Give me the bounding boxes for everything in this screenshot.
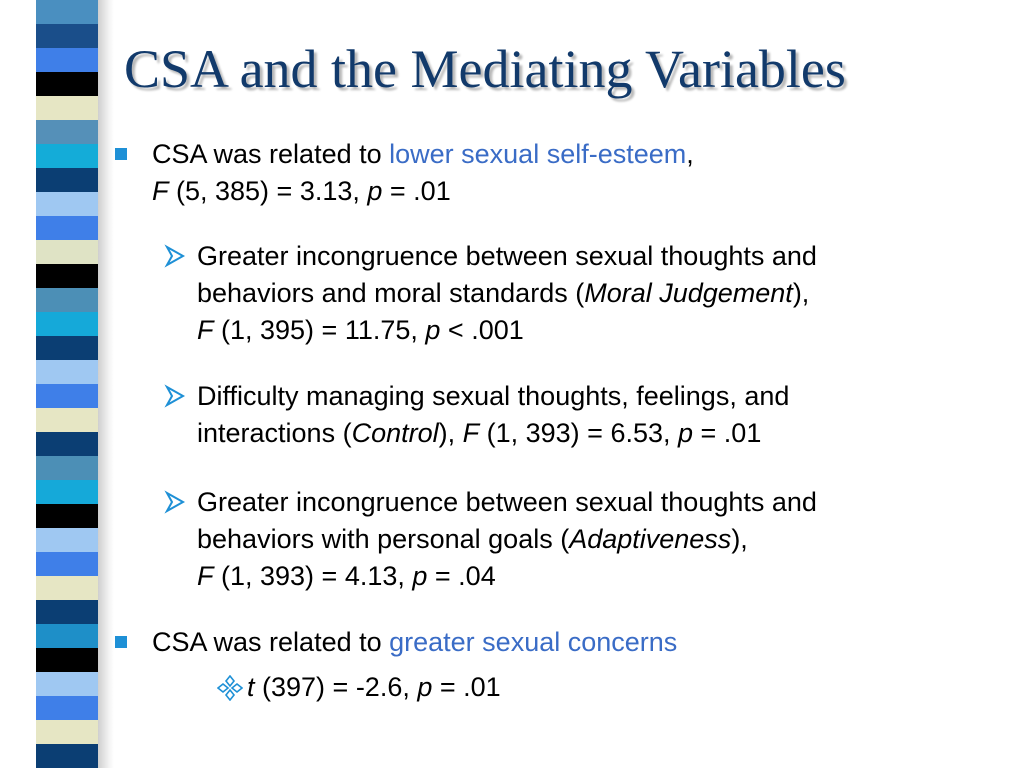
stripe-block — [36, 192, 98, 216]
stripe-block — [36, 72, 98, 96]
stripe-shadow — [98, 0, 114, 768]
arrow-bullet-icon — [163, 244, 187, 268]
stripe-block — [36, 360, 98, 384]
stripe-block — [36, 264, 98, 288]
stripe-block — [36, 168, 98, 192]
arrow-bullet-icon — [163, 490, 187, 514]
square-bullet-icon — [115, 148, 127, 160]
stripe-block — [36, 528, 98, 552]
stripe-block — [36, 336, 98, 360]
stripe-block — [36, 648, 98, 672]
stripe-block — [36, 288, 98, 312]
stripe-block — [36, 24, 98, 48]
stripe-block — [36, 384, 98, 408]
bullet-text: CSA was related to lower sexual self-esteem, F (5, 385) = 3.13, p = .01 — [152, 139, 694, 206]
stripe-block — [36, 240, 98, 264]
bullet-text: Greater incongruence between sexual thoughts and behaviors with personal goals (Adaptiveness), F (1, 393) = 4.13, p = .04 — [197, 487, 817, 591]
stripe-block — [36, 216, 98, 240]
bullet-text: CSA was related to greater sexual concerns — [152, 627, 678, 657]
square-bullet-icon — [115, 636, 127, 648]
stripe-block — [36, 720, 98, 744]
stripe-block — [36, 696, 98, 720]
stripe-block — [36, 48, 98, 72]
bullet-text: Difficulty managing sexual thoughts, feelings, and interactions (Control), F (1, 393) = 6.53, p = .01 — [197, 381, 790, 448]
stripe-block — [36, 672, 98, 696]
stripe-block — [36, 144, 98, 168]
highlight-greater-sexual-concerns: greater sexual concerns — [389, 627, 678, 657]
stripe-block — [36, 456, 98, 480]
stripe-block — [36, 576, 98, 600]
bullet-text: t (397) = -2.6, p = .01 — [247, 672, 501, 702]
stripe-block — [36, 408, 98, 432]
stripe-block — [36, 624, 98, 648]
stripe-block — [36, 0, 98, 24]
stripe-block — [36, 120, 98, 144]
stripe-block — [36, 312, 98, 336]
decorative-stripe-bar — [36, 0, 98, 768]
stripe-block — [36, 504, 98, 528]
four-diamond-bullet-icon — [217, 675, 243, 701]
stripe-block — [36, 600, 98, 624]
stripe-block — [36, 432, 98, 456]
slide-title: CSA and the Mediating Variables — [124, 39, 846, 99]
bullet-text: Greater incongruence between sexual thoughts and behaviors and moral standards (Moral Judgement), F (1, 395) = 11.75, p < .001 — [197, 241, 817, 345]
stripe-block — [36, 552, 98, 576]
stripe-block — [36, 96, 98, 120]
stripe-block — [36, 480, 98, 504]
arrow-bullet-icon — [163, 384, 187, 408]
highlight-lower-sexual-self-esteem: lower sexual self-esteem — [389, 139, 687, 169]
stripe-block — [36, 744, 98, 768]
